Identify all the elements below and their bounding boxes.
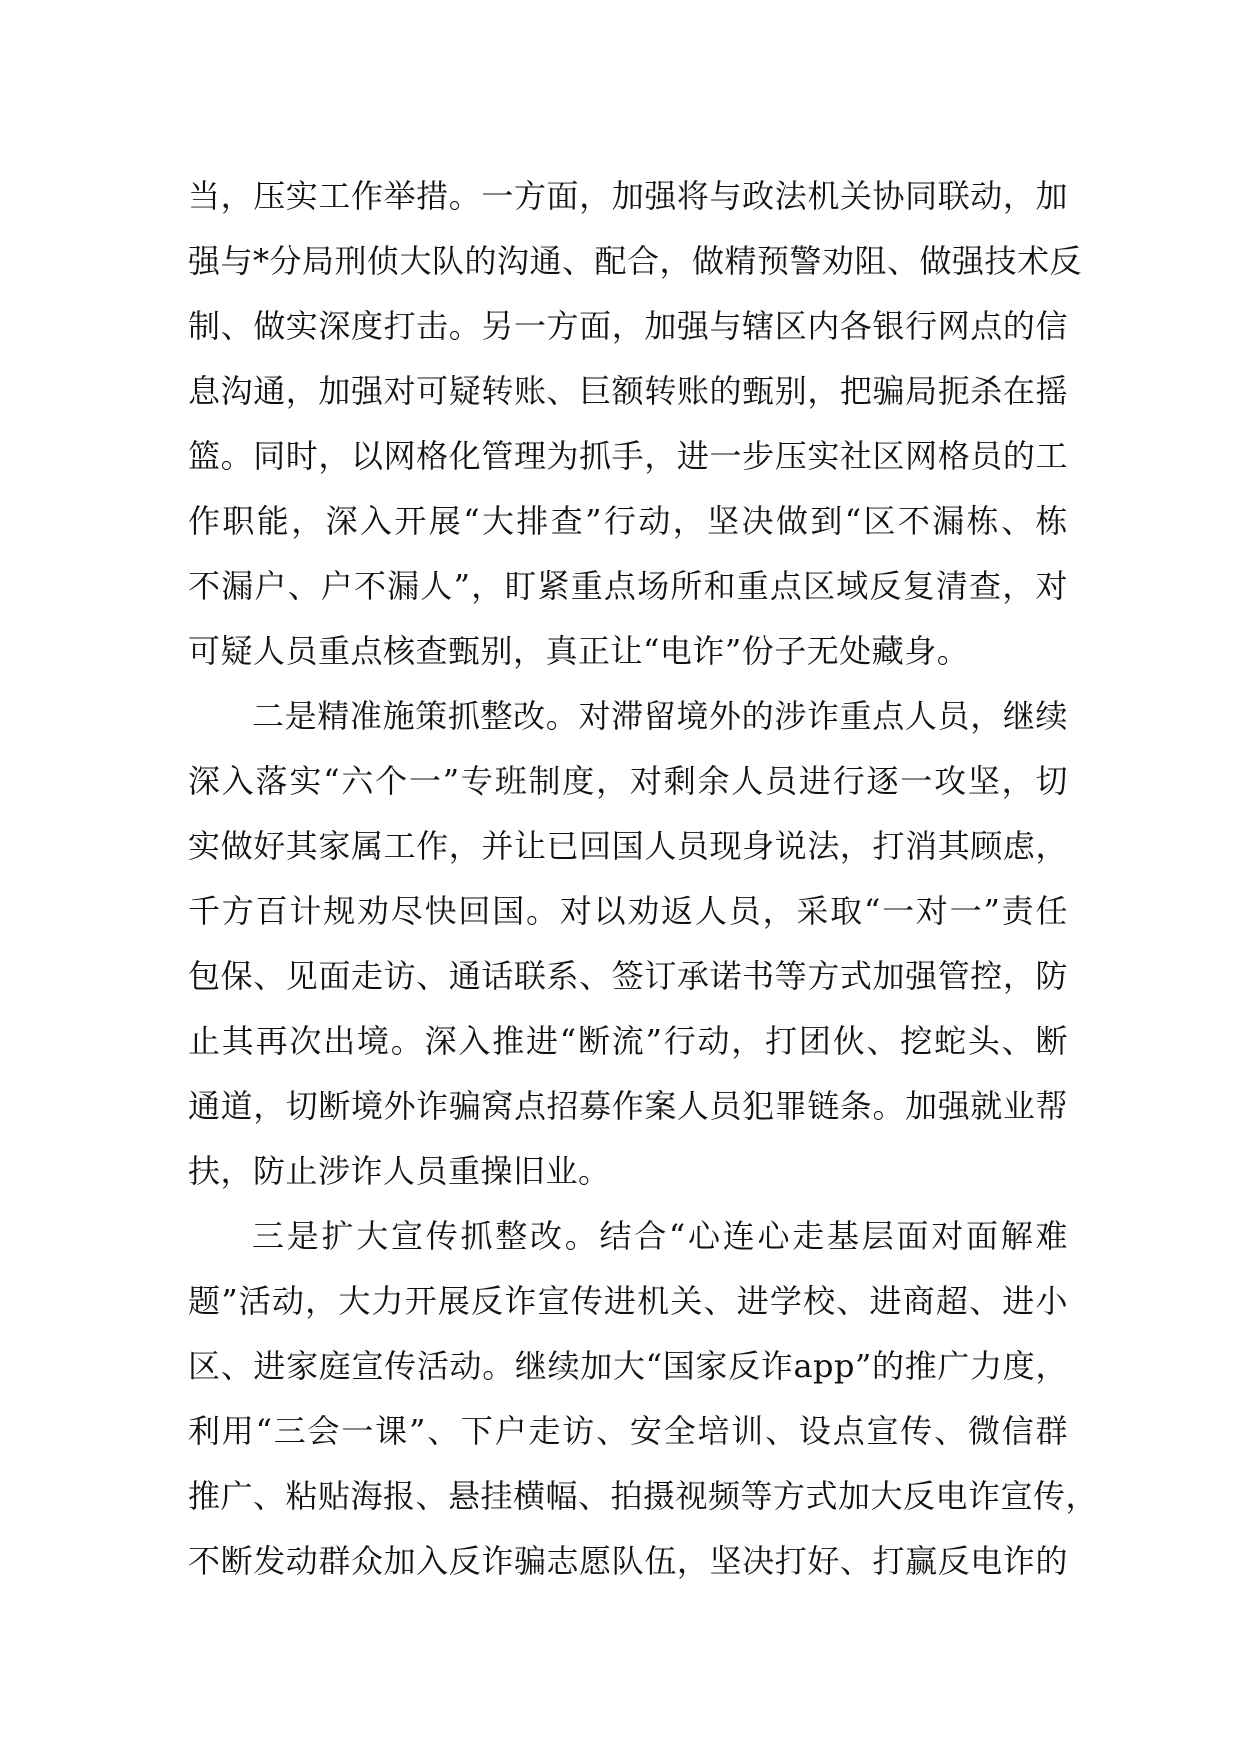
- text-line: 制、做实深度打击。另一方面，加强与辖区内各银行网点的信: [188, 307, 1068, 345]
- text-line: 息沟通，加强对可疑转账、巨额转账的甄别，把骗局扼杀在摇: [188, 372, 1068, 410]
- text-line: 不漏户、户不漏人”，盯紧重点场所和重点区域反复清查，对: [188, 567, 1068, 605]
- text-line: 止其再次出境。深入推进“断流”行动，打团伙、挖蛇头、断: [188, 1022, 1068, 1060]
- text-line: 篮。同时，以网格化管理为抓手，进一步压实社区网格员的工: [188, 437, 1068, 475]
- text-line: 千方百计规劝尽快回国。对以劝返人员，采取“一对一”责任: [188, 892, 1068, 930]
- text-line: 通道，切断境外诈骗窝点招募作案人员犯罪链条。加强就业帮: [188, 1087, 1068, 1125]
- paragraph-heading-line: 二是精准施策抓整改。对滞留境外的涉诈重点人员，继续: [252, 697, 1068, 735]
- body-text: [188, 164, 1099, 1594]
- text-line: 区、进家庭宣传活动。继续加大“国家反诈app”的推广力度，: [188, 1347, 1068, 1385]
- text-line: 包保、见面走访、通话联系、签订承诺书等方式加强管控，防: [188, 957, 1068, 995]
- text-line: 题”活动，大力开展反诈宣传进机关、进学校、进商超、进小: [188, 1282, 1068, 1320]
- text-line: 作职能，深入开展“大排查”行动，坚决做到“区不漏栋、栋: [188, 502, 1068, 540]
- text-line: 不断发动群众加入反诈骗志愿队伍，坚决打好、打赢反电诈的: [188, 1542, 1068, 1580]
- text-line: 利用“三会一课”、下户走访、安全培训、设点宣传、微信群: [188, 1412, 1068, 1450]
- text-line: 强与*分局刑侦大队的沟通、配合，做精预警劝阻、做强技术反: [188, 242, 1083, 280]
- text-line: 扶，防止涉诈人员重操旧业。: [188, 1152, 611, 1190]
- text-line: 深入落实“六个一”专班制度，对剩余人员进行逐一攻坚，切: [188, 762, 1068, 800]
- text-line: 实做好其家属工作，并让已回国人员现身说法，打消其顾虑，: [188, 827, 1068, 865]
- text-line: 可疑人员重点核查甄别，真正让“电诈”份子无处藏身。: [188, 632, 970, 670]
- text-line: 推广、粘贴海报、悬挂横幅、拍摄视频等方式加大反电诈宣传，: [188, 1477, 1099, 1515]
- paragraph-heading-line: 三是扩大宣传抓整改。结合“心连心走基层面对面解难: [252, 1217, 1068, 1255]
- text-line: 当，压实工作举措。一方面，加强将与政法机关协同联动，加: [188, 177, 1068, 215]
